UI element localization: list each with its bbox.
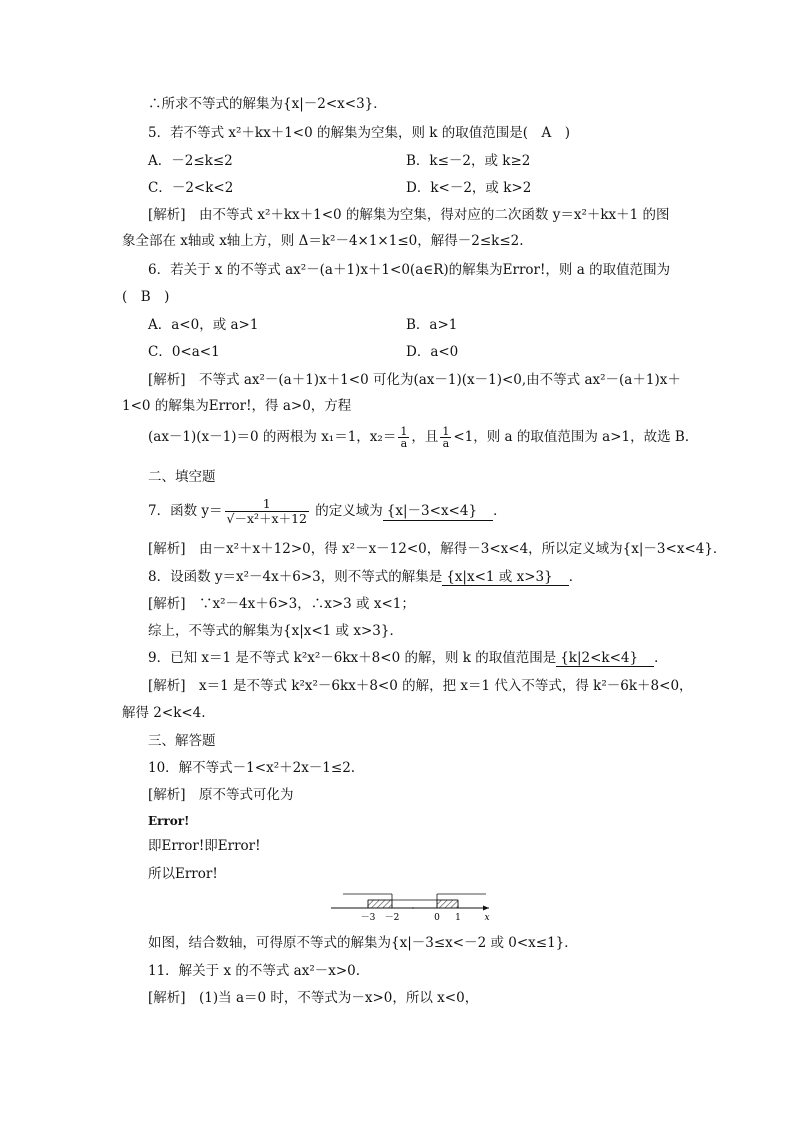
option-c: C．－2<k<2 [148, 180, 234, 196]
analysis-text: [解析] 不等式 ax²－(a＋1)x＋1<0 可化为(ax－1)(x－1)<0,由不等式 ax²－(a＋1)x＋ [148, 372, 681, 388]
option-d: D．k<－2，或 k>2 [406, 180, 532, 196]
text-segment: 的定义域为 [311, 503, 383, 519]
axis-variable-label: x [484, 913, 490, 923]
analysis-text: 综上，不等式的解集为{x|x<1 或 x>3}． [148, 623, 403, 639]
answer-blank: {x|x<1 或 x>3} [442, 569, 568, 586]
analysis-text: [解析] 由不等式 x²＋kx＋1<0 的解集为空集，得对应的二次函数 y＝x²＋kx＋1 的图 [148, 207, 670, 223]
text-segment: 9．已知 x＝1 是不等式 k²x²－6kx＋8<0 的解，则 k 的取值范围是 [148, 650, 557, 666]
shaded-interval [368, 900, 392, 908]
text-segment: ． [654, 650, 668, 666]
analysis-text: [解析] ∵x²－4x＋6>3，∴x>3 或 x<1； [148, 596, 415, 612]
text-segment: (ax－1)(x－1)＝0 的两根为 x₁＝1，x₂＝ [148, 429, 397, 445]
fraction [398, 426, 409, 449]
fraction [225, 497, 309, 526]
section-heading: 二、填空题 [148, 469, 216, 485]
denominator: a [400, 437, 408, 450]
error-text: Error! [148, 814, 190, 828]
fraction [440, 426, 451, 449]
question-8 [148, 569, 582, 586]
axis-arrow [483, 906, 489, 911]
analysis-text: [解析] 原不等式可化为 [148, 787, 294, 803]
text-segment: <1，则 a 的取值范围为 a>1，故选 B． [453, 429, 699, 445]
tick-label: 1 [455, 913, 461, 923]
option-b: B．k≤－2，或 k≥2 [406, 153, 531, 169]
denominator: √－x²＋x＋12 [226, 511, 307, 526]
text-segment: ． [493, 503, 507, 519]
section-heading: 三、解答题 [148, 733, 216, 749]
option-d: D．a<0 [406, 344, 459, 360]
numerator: 1 [400, 425, 408, 438]
number-line-diagram [325, 886, 505, 924]
question-10: 10．解不等式－1<x²＋2x－1≤2. [148, 760, 356, 776]
tick-label: －2 [384, 913, 400, 923]
answer-blank: {x|－3<x<4} [383, 502, 493, 521]
question-9 [148, 650, 668, 667]
shaded-interval [437, 900, 458, 908]
analysis-text: [解析] x＝1 是不等式 k²x²－6kx＋8<0 的解，把 x＝1 代入不等式，得 k²－6k＋8<0， [148, 678, 693, 694]
analysis-text: 象全部在 x轴或 x轴上方，则 Δ＝k²－4×1×1≤0，解得－2≤k≤2. [122, 233, 524, 249]
question-6: 6．若关于 x 的不等式 ax²－(a＋1)x＋1<0(a∈R)的解集为Error!，则 a 的取值范围为 [148, 262, 671, 278]
text-line: ∴所求不等式的解集为{x|－2<x<3}． [148, 96, 387, 112]
option-a: A．a<0，或 a>1 [148, 317, 259, 333]
numerator: 1 [225, 497, 309, 512]
question-11: 11．解关于 x 的不等式 ax²－x>0. [148, 963, 361, 979]
analysis-text-fractions [148, 426, 698, 449]
analysis-text: [解析] 由－x²＋x＋12>0，得 x²－x－12<0，解得－3<x<4，所以定义域为{x|－3<x<4}． [148, 541, 727, 557]
text-segment: 7．函数 y＝ [148, 503, 223, 519]
text-segment: ． [568, 569, 583, 585]
analysis-text: 即Error!即Error! [148, 838, 261, 854]
answer-choice: ( B ) [122, 289, 170, 305]
question-7 [148, 497, 507, 526]
analysis-text: 解得 2<k<4. [122, 705, 206, 721]
analysis-text: 所以Error! [148, 866, 218, 882]
analysis-text: 1<0 的解集为Error!，得 a>0，方程 [122, 398, 352, 414]
analysis-text: 如图，结合数轴，可得原不等式的解集为{x|－3≤x<－2 或 0<x≤1}． [148, 935, 578, 951]
text-segment: 8．设函数 y＝x²－4x＋6>3，则不等式的解集是 [148, 569, 443, 585]
question-5: 5．若不等式 x²＋kx＋1<0 的解集为空集，则 k 的取值范围是( A ) [148, 125, 571, 141]
option-a: A．－2≤k≤2 [148, 153, 233, 169]
tick-label: －3 [360, 913, 376, 923]
numerator: 1 [442, 425, 450, 438]
option-b: B．a>1 [406, 317, 458, 333]
tick-label: 0 [434, 913, 440, 923]
analysis-text: [解析] (1)当 a＝0 时，不等式为－x>0，所以 x<0， [148, 990, 479, 1006]
option-c: C．0<a<1 [148, 344, 220, 360]
denominator: a [442, 437, 450, 450]
text-segment: ，且 [411, 429, 439, 445]
answer-blank: {k|2<k<4} [556, 650, 654, 667]
